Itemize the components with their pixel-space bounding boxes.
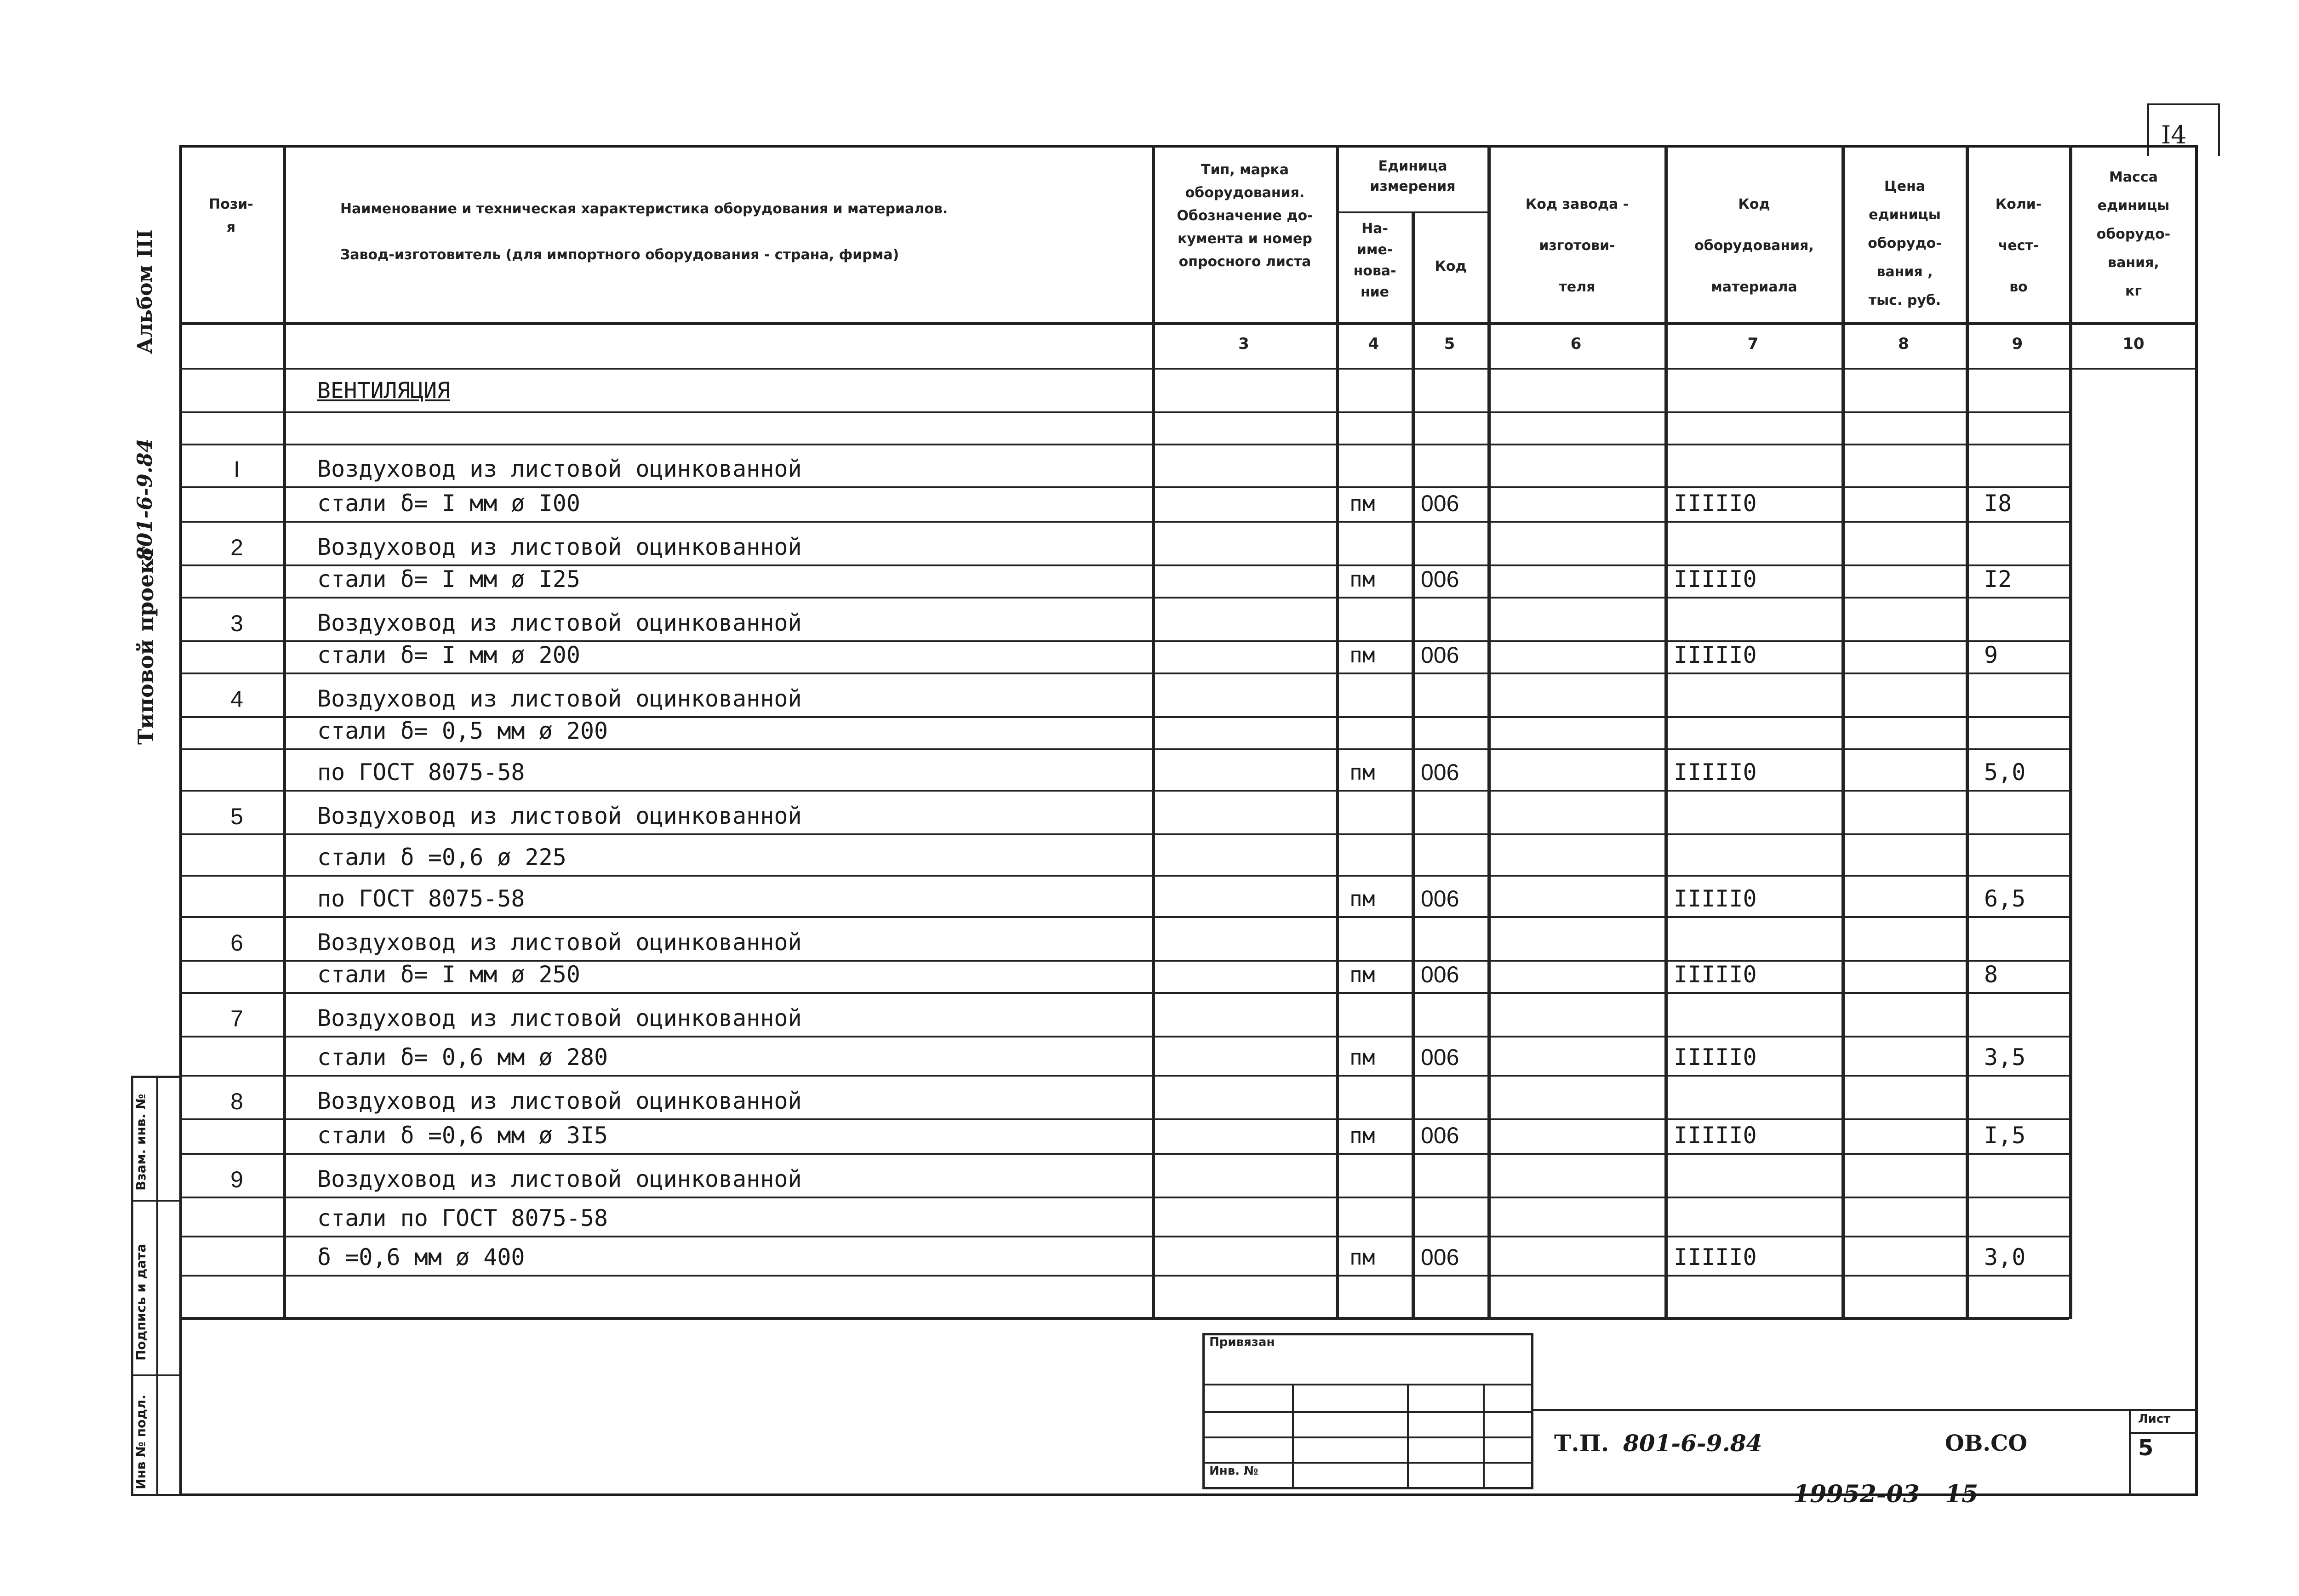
row-unit-code: 006: [1421, 759, 1459, 785]
row-unit-code: 006: [1421, 1044, 1459, 1070]
col-number-8: 8: [1898, 335, 1909, 353]
stamp-doc-prefix: Т.П.: [1554, 1430, 1609, 1457]
side-album-label: Альбом III: [133, 229, 157, 354]
row-divider: [179, 1236, 2069, 1237]
stamp-mark: ОВ.СО: [1945, 1431, 2028, 1456]
row-divider: [179, 521, 2069, 523]
row-divider: [179, 833, 2069, 835]
row-unit: пм: [1350, 962, 1375, 987]
stamp-privyazan: Привязан: [1209, 1335, 1275, 1349]
col-number-6: 6: [1570, 335, 1582, 353]
row-position: 7: [230, 1006, 243, 1032]
side-project-title: Типовой проект: [133, 546, 158, 745]
row-quantity: 6,5: [1984, 885, 2026, 912]
row-divider: [179, 748, 2069, 750]
footer-archive-number: 19952-03: [1793, 1480, 1920, 1508]
row-unit: пм: [1350, 1245, 1375, 1270]
row-unit: пм: [1350, 760, 1375, 785]
row-unit-code: 006: [1421, 962, 1459, 987]
row-divider: [179, 916, 2069, 918]
row-unit-code: 006: [1421, 1123, 1459, 1148]
row-description: стали δ= I мм ø 200: [317, 642, 580, 668]
header-pos: Пози- я: [209, 196, 253, 235]
row-position: 3: [230, 610, 243, 636]
row-description: Воздуховод из листовой оцинкованной: [317, 1005, 802, 1032]
row-position: 5: [230, 804, 243, 829]
row-quantity: 9: [1984, 642, 1998, 668]
row-unit: пм: [1350, 567, 1375, 592]
sheet-corner-number: I4: [2161, 120, 2187, 149]
row-position: 9: [230, 1167, 243, 1192]
row-divider: [179, 1075, 2069, 1077]
row-divider: [179, 992, 2069, 994]
stamp-list-number: 5: [2138, 1435, 2154, 1461]
row-description: Воздуховод из листовой оцинкованной: [317, 456, 802, 482]
row-material-code: IIIII0: [1674, 642, 1757, 668]
col-number-7: 7: [1747, 335, 1759, 353]
row-unit: пм: [1350, 886, 1375, 911]
row-description: δ =0,6 мм ø 400: [317, 1244, 525, 1271]
row-description: Воздуховод из листовой оцинкованной: [317, 929, 802, 956]
row-unit-code: 006: [1421, 642, 1459, 668]
col-number-9: 9: [2012, 335, 2023, 353]
row-divider: [179, 486, 2069, 488]
header-unit-name: На- име- нова- ние: [1353, 221, 1396, 300]
row-description: по ГОСТ 8075-58: [317, 759, 525, 786]
header-qty: Коли- чест- во: [1995, 196, 2042, 295]
header-unit-group: Единица измерения: [1370, 158, 1456, 194]
row-description: стали по ГОСТ 8075-58: [317, 1205, 608, 1231]
stamp-inv-no: Инв. №: [1209, 1464, 1258, 1478]
row-divider: [179, 875, 2069, 877]
row-divider: [179, 1118, 2069, 1120]
section-title: ВЕНТИЛЯЦИЯ: [317, 378, 450, 404]
row-position: I: [234, 456, 240, 482]
side-inv-zam: Взам. инв. №: [133, 1094, 149, 1191]
row-quantity: 3,5: [1984, 1044, 2026, 1071]
row-divider: [179, 673, 2069, 674]
row-position: 4: [230, 686, 243, 712]
row-divider: [179, 1275, 2069, 1277]
row-position: 2: [230, 535, 243, 560]
row-unit: пм: [1350, 643, 1375, 667]
row-divider: [179, 1036, 2069, 1037]
row-quantity: 8: [1984, 961, 1998, 988]
row-quantity: 5,0: [1984, 759, 2026, 786]
row-description: стали δ= I мм ø 250: [317, 961, 580, 988]
row-material-code: IIIII0: [1674, 885, 1757, 912]
side-project-code: 801-6-9.84: [133, 438, 157, 561]
row-material-code: IIIII0: [1674, 961, 1757, 988]
stamp-doc-code: 801-6-9.84: [1623, 1430, 1762, 1457]
row-unit-code: 006: [1421, 886, 1459, 912]
row-quantity: I8: [1984, 490, 2012, 517]
header-price: Цена единицы оборудо- вания , тыс. руб.: [1868, 178, 1942, 308]
footer-sheet-mark: 15: [1945, 1480, 1979, 1508]
row-material-code: IIIII0: [1674, 759, 1757, 786]
row-unit: пм: [1350, 1045, 1375, 1070]
row-unit: пм: [1350, 1123, 1375, 1148]
side-inv-podl: Инв № подл.: [133, 1394, 149, 1489]
row-divider: [179, 1153, 2069, 1155]
col-number-4: 4: [1368, 335, 1379, 353]
row-unit-code: 006: [1421, 490, 1459, 516]
row-quantity: I2: [1984, 566, 2012, 593]
header-factory-code: Код завода - изготови- теля: [1525, 196, 1629, 295]
header-type: Тип, марка оборудования. Обозначение до- кумента и номер опросного листа: [1177, 162, 1313, 270]
header-name: Наименование и техническая характеристика оборудования и материалов. Завод-изготовитель (для импортного оборудования - страна, фирма): [340, 201, 948, 263]
header-material-code: Код оборудования, материала: [1694, 196, 1814, 295]
row-material-code: IIIII0: [1674, 566, 1757, 593]
row-divider: [179, 1197, 2069, 1198]
row-description: Воздуховод из листовой оцинкованной: [317, 534, 802, 560]
row-divider: [179, 790, 2069, 792]
col-number-3: 3: [1238, 335, 1249, 353]
row-divider: [179, 597, 2069, 598]
header-mass: Масса единицы оборудо- вания, кг: [2096, 169, 2171, 299]
row-material-code: IIIII0: [1674, 1044, 1757, 1071]
header-unit-code: Код: [1435, 258, 1467, 274]
row-description: Воздуховод из листовой оцинкованной: [317, 1166, 802, 1192]
row-unit-code: 006: [1421, 566, 1459, 592]
row-material-code: IIIII0: [1674, 490, 1757, 517]
row-description: стали δ= 0,6 мм ø 280: [317, 1044, 608, 1071]
row-description: Воздуховод из листовой оцинкованной: [317, 685, 802, 712]
row-unit: пм: [1350, 491, 1375, 516]
row-description: стали δ= I мм ø I25: [317, 566, 580, 593]
row-position: 6: [230, 930, 243, 956]
row-material-code: IIIII0: [1674, 1244, 1757, 1271]
row-description: стали δ= 0,5 мм ø 200: [317, 718, 608, 744]
row-description: Воздуховод из листовой оцинкованной: [317, 610, 802, 636]
stamp-list-label: Лист: [2138, 1412, 2171, 1426]
row-position: 8: [230, 1089, 243, 1114]
row-description: стали δ =0,6 мм ø 3I5: [317, 1122, 608, 1149]
col-number-10: 10: [2122, 335, 2145, 353]
row-unit-code: 006: [1421, 1244, 1459, 1270]
row-quantity: I,5: [1984, 1122, 2026, 1149]
side-podpis: Подпись и дата: [133, 1243, 149, 1361]
row-description: Воздуховод из листовой оцинкованной: [317, 1088, 802, 1114]
col-number-5: 5: [1444, 335, 1455, 353]
row-description: стали δ= I мм ø I00: [317, 490, 580, 517]
row-material-code: IIIII0: [1674, 1122, 1757, 1149]
row-description: Воздуховод из листовой оцинкованной: [317, 803, 802, 829]
row-description: стали δ =0,6 ø 225: [317, 844, 566, 871]
row-quantity: 3,0: [1984, 1244, 2026, 1271]
row-description: по ГОСТ 8075-58: [317, 885, 525, 912]
